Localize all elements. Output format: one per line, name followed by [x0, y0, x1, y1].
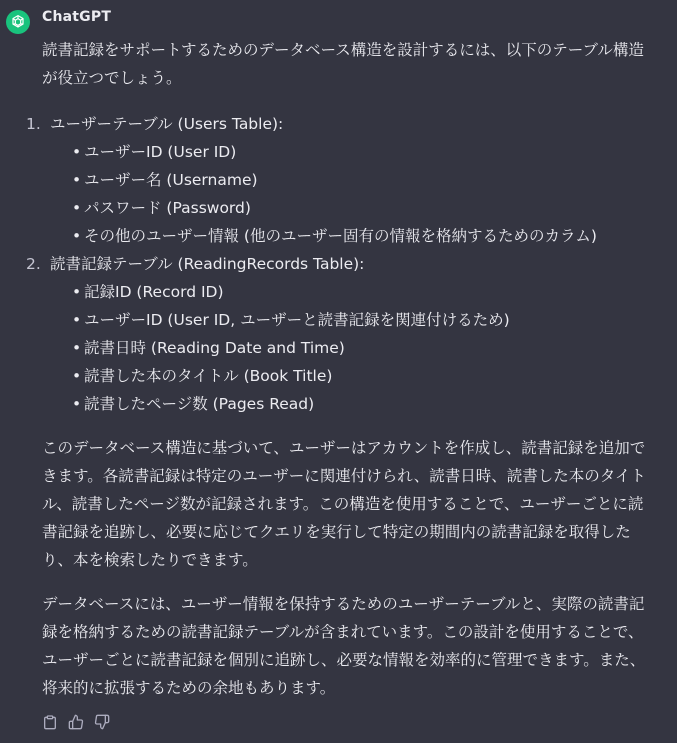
- bullet: •: [72, 367, 82, 385]
- bullet: •: [72, 199, 82, 217]
- section-number: 1.: [26, 115, 41, 133]
- openai-logo-icon: [6, 10, 30, 34]
- field-text: ユーザーID (User ID): [84, 143, 237, 161]
- bullet: •: [72, 143, 82, 161]
- sender-name: ChatGPT: [42, 9, 112, 25]
- list-item: [72, 334, 658, 362]
- list-item: [72, 278, 658, 306]
- message-actions: [42, 714, 110, 730]
- section-title: ユーザーテーブル (Users Table):: [50, 115, 284, 133]
- list-item: [72, 222, 658, 250]
- field-text: ユーザーID (User ID, ユーザーと読書記録を関連付けるため): [84, 311, 510, 329]
- list-item: [72, 306, 658, 334]
- bullet: •: [72, 395, 82, 413]
- intro-paragraph: 読書記録をサポートするためのデータベース構造を設計するには、以下のテーブル構造が役立つでしょう。: [42, 41, 644, 87]
- field-text: その他のユーザー情報 (他のユーザー固有の情報を格納するためのカラム): [84, 227, 597, 245]
- list-item: [72, 138, 658, 166]
- summary-paragraph: このデータベース構造に基づいて、ユーザーはアカウントを作成し、読書記録を追加できます。各読書記録は特定のユーザーに関連付けられ、読書日時、読書した本のタイトル、読書したページ数が記録されます。この構造を使用することで、ユーザーごとに読書記録を追跡し、必要に応じてクエリを実行して特定の期間内の読書記録を取得したり、本を検索したりできます。: [42, 439, 646, 569]
- table-list: [26, 110, 658, 418]
- field-list: [72, 278, 658, 418]
- closing-paragraph: データベースには、ユーザー情報を保持するためのユーザーテーブルと、実際の読書記録を格納するための読書記録テーブルが含まれています。この設計を使用することで、ユーザーごとに読書記録を個別に追跡し、必要な情報を効率的に管理できます。また、将来的に拡張するための余地もあります。: [42, 595, 646, 697]
- message-content: [26, 36, 658, 702]
- bullet: •: [72, 283, 82, 301]
- copy-icon[interactable]: [42, 714, 58, 730]
- field-list: [72, 138, 658, 250]
- section-number: 2.: [26, 255, 41, 273]
- field-text: 読書したページ数 (Pages Read): [84, 395, 315, 413]
- bullet: •: [72, 311, 82, 329]
- thumbs-up-icon[interactable]: [68, 714, 84, 730]
- bullet: •: [72, 339, 82, 357]
- thumbs-down-icon[interactable]: [94, 714, 110, 730]
- section-title: 読書記録テーブル (ReadingRecords Table):: [50, 255, 365, 273]
- list-item: [72, 166, 658, 194]
- field-text: 読書した本のタイトル (Book Title): [84, 367, 333, 385]
- field-text: ユーザー名 (Username): [84, 171, 258, 189]
- list-item: [72, 194, 658, 222]
- field-text: パスワード (Password): [84, 199, 251, 217]
- list-item: [72, 390, 658, 418]
- field-text: 読書日時 (Reading Date and Time): [84, 339, 345, 357]
- bullet: •: [72, 171, 82, 189]
- section-users-table: [26, 110, 658, 250]
- list-item: [72, 362, 658, 390]
- section-reading-records-table: [26, 250, 658, 418]
- field-text: 記録ID (Record ID): [84, 283, 224, 301]
- bullet: •: [72, 227, 82, 245]
